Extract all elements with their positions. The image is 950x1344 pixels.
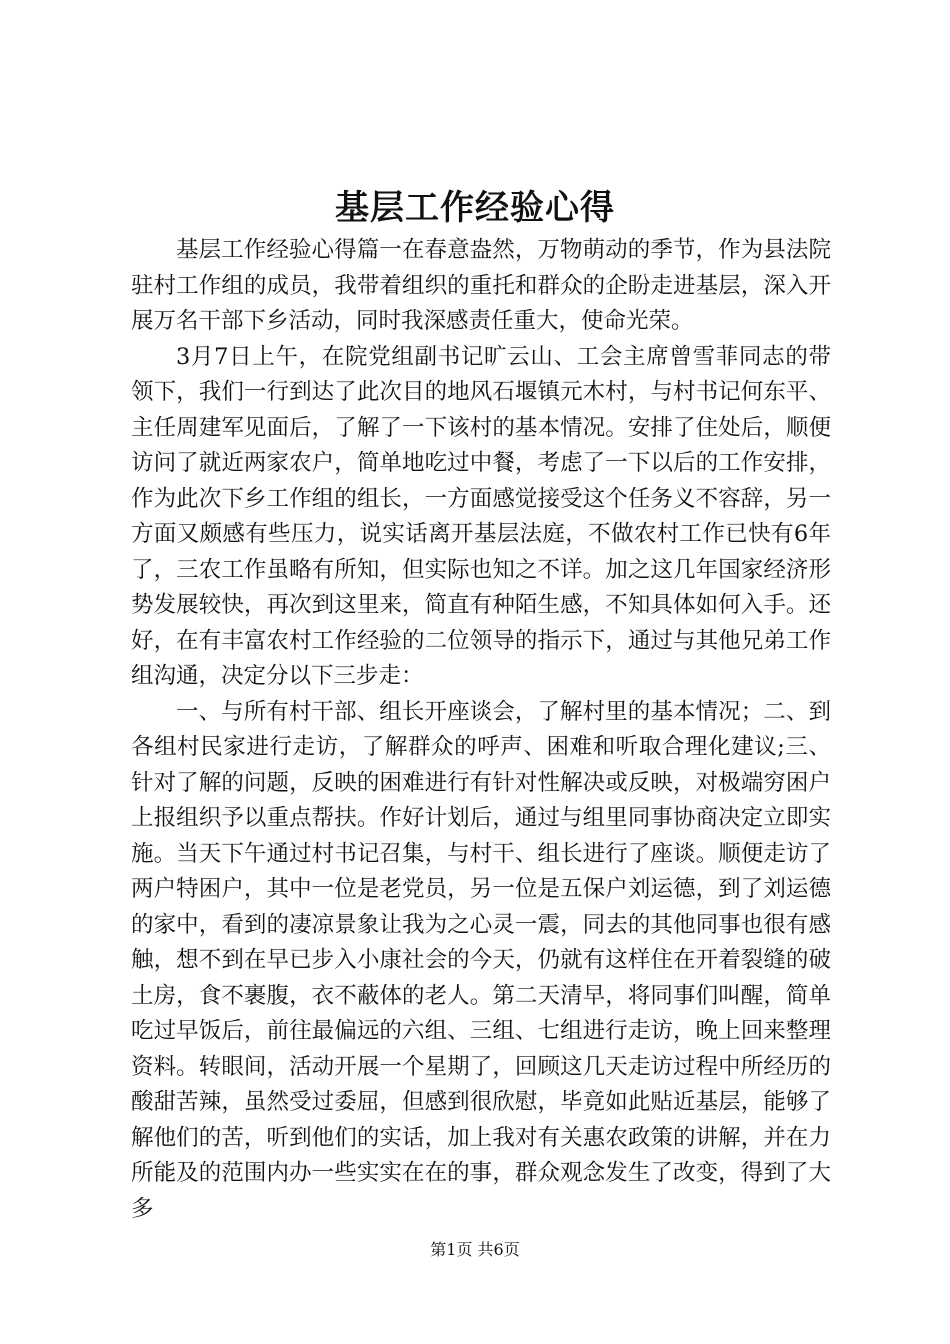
body-paragraph-3: 一、与所有村干部、组长开座谈会，了解村里的基本情况；二、到各组村民家进行走访，了解群众的呼声、困难和听取合理化建议;三、针对了解的问题，反映的困难进行有针对性解决或反映，对极端穷困户上报组织予以重点帮扶。作好计划后，通过与组里同事协商决定立即实施。当天下午通过村书记召集，与村干、组长进行了座谈。顺便走访了两户特困户，其中一位是老党员，另一位是五保户刘运德，到了刘运德的家中，看到的凄凉景象让我为之心灵一震，同去的其他同事也很有感触，想不到在早已步入小康社会的今天，仍就有这样住在开着裂缝的破土房，食不裹腹，衣不蔽体的老人。第二天清早，将同事们叫醒，简单吃过早饭后，前往最偏远的六组、三组、七组进行走访，晚上回来整理资料。转眼间，活动开展一个星期了，回顾这几天走访过程中所经历的酸甜苦辣，虽然受过委屈，但感到很欣慰，毕竟如此贴近基层，能够了解他们的苦，听到他们的实话，加上我对有关惠农政策的讲解，并在力所能及的范围内办一些实实在在的事，群众观念发生了改变，得到了大多 [131, 698, 831, 1222]
body-paragraph-2: 3月7日上午，在院党组副书记旷云山、工会主席曾雪菲同志的带领下，我们一行到达了此次目的地风石堰镇元木村，与村书记何东平、主任周建军见面后，了解了一下该村的基本情况。安排了住处后，顺便访问了就近两家农户，简单地吃过中餐，考虑了一下以后的工作安排，作为此次下乡工作组的组长，一方面感觉接受这个任务义不容辞，另一方面又颇感有些压力，说实话离开基层法庭，不做农村工作已快有6年了，三农工作虽略有所知，但实际也知之不详。加之这几年国家经济形势发展较快，再次到这里来，简直有种陌生感，不知具体如何入手。还好，在有丰富农村工作经验的二位领导的指示下，通过与其他兄弟工作组沟通，决定分以下三步走： [131, 343, 831, 689]
page-number-footer: 第1页 共6页 [430, 1240, 520, 1259]
document-body [131, 233, 831, 1227]
document-title: 基层工作经验心得 [335, 188, 615, 228]
body-paragraph-1: 基层工作经验心得篇一在春意盎然，万物萌动的季节，作为县法院驻村工作组的成员，我带着组织的重托和群众的企盼走进基层，深入开展万名干部下乡活动，同时我深感责任重大，使命光荣。 [131, 237, 831, 334]
